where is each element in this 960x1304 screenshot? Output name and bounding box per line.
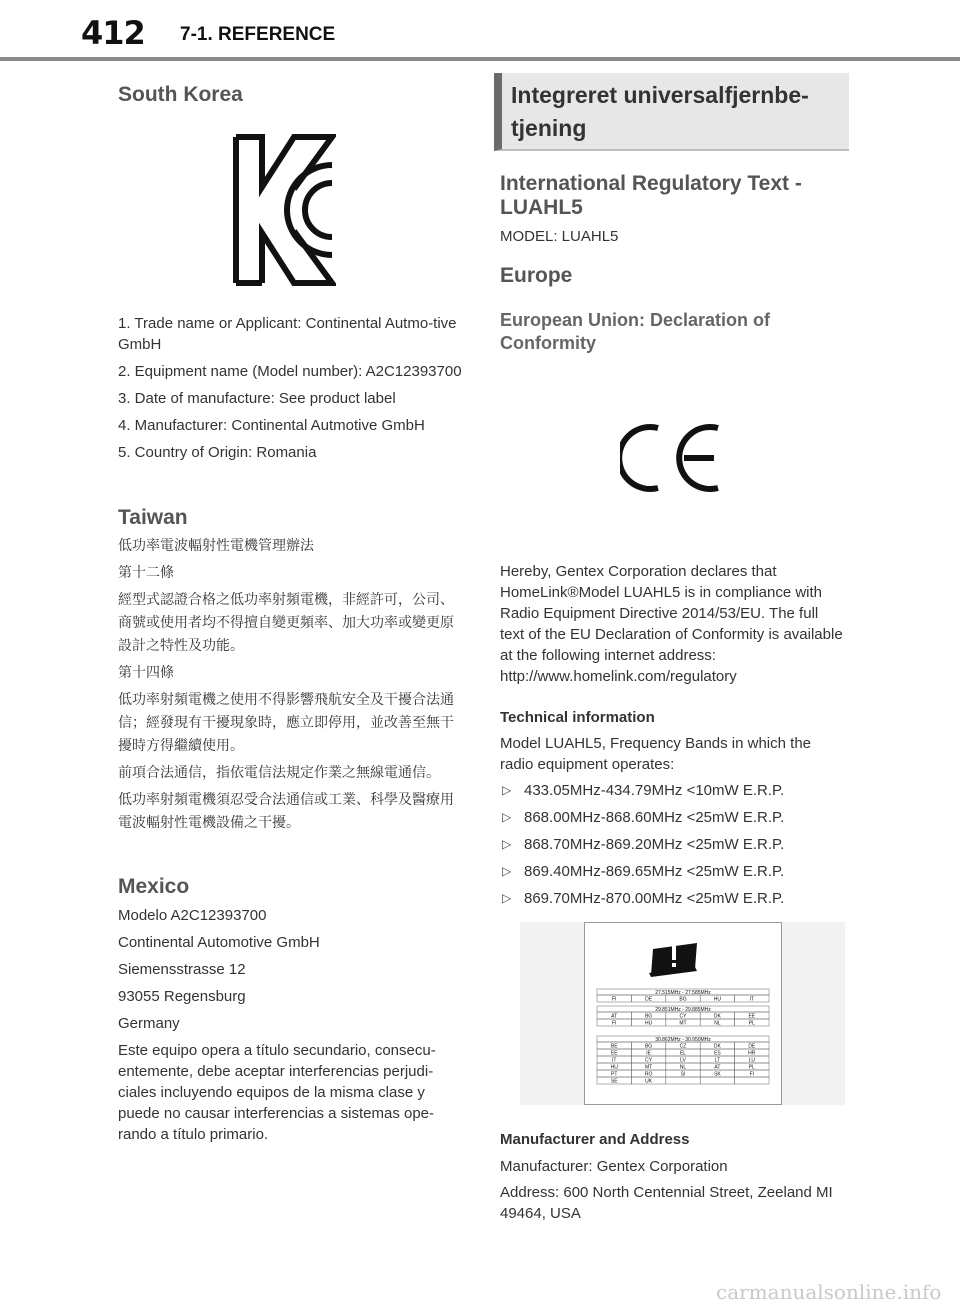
label-country-code: CY [679, 1013, 687, 1020]
bullet-arrow-icon: ▷ [502, 864, 512, 878]
label-country-code: IE [646, 1050, 651, 1057]
label-country-code: FI [611, 1020, 617, 1027]
band-item: ▷ 868.00MHz-868.60MHz <25mW E.R.P. [502, 809, 785, 826]
label-country-code: IT [611, 1057, 617, 1064]
tw-line-4: 第十四條 [118, 665, 174, 681]
south-korea-list [118, 313, 463, 469]
tech-text: Model LUAHL5, Frequency Bands in which the radio equipment operates: [500, 735, 812, 773]
label-band-3: 30.862MHz - 30.950MHz [655, 1037, 711, 1043]
watermark-text: carmanualsonline.info [716, 1280, 942, 1304]
label-country-code: SK [714, 1071, 721, 1078]
tw-line-1: 低功率電波輻射性電機管理辦法 [118, 538, 314, 554]
mx-line-1: Modelo A2C12393700 [118, 907, 267, 924]
band-item: ▷ 433.05MHz-434.79MHz <10mW E.R.P. [502, 782, 785, 799]
label-country-code: AT [611, 1013, 618, 1020]
label-country-code: LT [714, 1057, 721, 1064]
label-band-1: 27.515MHz - 27.585MHz [655, 990, 711, 996]
label-country-code: MT [644, 1064, 653, 1071]
tw-line-2: 第十二條 [118, 565, 174, 581]
bullet-arrow-icon: ▷ [502, 810, 512, 824]
manufacturer-title: Manufacturer and Address [500, 1131, 690, 1148]
regulatory-label-image [520, 922, 845, 1105]
label-country-code: HR [748, 1050, 756, 1057]
label-country-code: FI [611, 996, 617, 1003]
label-country-code: BE [610, 1043, 618, 1050]
label-country-code: AT [714, 1064, 721, 1071]
label-country-code: FI [749, 1071, 755, 1078]
header-rule [0, 57, 960, 61]
label-country-code: CZ [679, 1043, 687, 1050]
label-graphic [585, 923, 781, 1104]
kr-item-2: 2. Equipment name (Model number): A2C12393700 [118, 363, 462, 380]
warning-book-icon [649, 943, 697, 977]
kr-item-3: 3. Date of manufacture: See product label [118, 390, 396, 407]
label-country-code: PL [748, 1020, 755, 1027]
label-country-code: DK [713, 1013, 721, 1020]
tech-title: Technical information [500, 709, 655, 726]
south-korea-title: South Korea [118, 83, 243, 106]
label-cell [735, 1077, 769, 1084]
band-item: ▷ 869.70MHz-870.00MHz <25mW E.R.P. [502, 890, 785, 907]
europe-title: Europe [500, 264, 573, 287]
manufacturer-text: Manufacturer: Gentex Corporation [500, 1158, 728, 1175]
label-country-code: SE [610, 1078, 618, 1085]
page-number: 412 [81, 14, 145, 52]
label-country-code: PT [611, 1071, 618, 1078]
kr-item-4: 4. Manufacturer: Continental Autmotive GmbH [118, 417, 425, 434]
mexico-text [118, 905, 463, 1151]
label-country-code: SI [680, 1071, 686, 1078]
label-country-code: DE [748, 1043, 756, 1050]
mx-line-6: Este equipo opera a título secundario, consecu-entemente, debe aceptar interferencias perjudi-ciales incluyendo equipos de la misma clase y puede no causar interferencias a sistemas ope-rando a título primario. [118, 1042, 436, 1143]
taiwan-title: Taiwan [118, 506, 188, 529]
label-country-code: EE [748, 1013, 756, 1020]
band-item: ▷ 869.40MHz-869.65MHz <25mW E.R.P. [502, 863, 785, 880]
section-box-title [494, 73, 849, 151]
mx-line-5: Germany [118, 1015, 180, 1032]
label-country-code: LV [680, 1057, 686, 1064]
bullet-arrow-icon: ▷ [502, 837, 512, 851]
tw-line-5: 低功率射頻電機之使用不得影響飛航安全及干擾合法通信；經發現有干擾現象時，應立即停用，並改善至無干擾時方得繼續使用。 [118, 692, 454, 754]
label-country-code: BG [644, 1013, 653, 1020]
label-country-code: EE [610, 1050, 618, 1057]
taiwan-text [118, 535, 458, 839]
label-country-code: EL [679, 1050, 687, 1057]
label-cell [700, 1077, 734, 1084]
address-text: Address: 600 North Centennial Street, Zeeland MI 49464, USA [500, 1184, 833, 1222]
label-country-code: PL [748, 1064, 755, 1071]
label-country-code: BG [679, 996, 687, 1003]
tw-line-3: 經型式認證合格之低功率射頻電機，非經許可，公司、商號或使用者均不得擅自變更頻率、加大功率或變更原設計之特性及功能。 [118, 592, 454, 654]
label-country-code: LU [748, 1057, 756, 1064]
regulatory-label [584, 922, 782, 1105]
ce-mark-icon [620, 422, 724, 494]
tw-line-7: 低功率射頻電機須忍受合法通信或工業、科學及醫療用電波輻射性電機設備之干擾。 [118, 792, 454, 831]
eu-title: European Union: Declaration of Conformity [500, 310, 771, 353]
page-header [0, 0, 960, 62]
band-list [500, 780, 845, 915]
label-country-code: NL [679, 1064, 687, 1071]
label-country-code: DK [713, 1043, 721, 1050]
label-country-code: ES [714, 1050, 721, 1057]
label-country-code: NL [714, 1020, 721, 1027]
label-country-code: BG [644, 1043, 653, 1050]
label-country-code: DE [645, 996, 653, 1003]
mx-line-3: Siemensstrasse 12 [118, 961, 246, 978]
label-cell [666, 1077, 700, 1084]
intl-title: International Regulatory Text - LUAHL5 [500, 172, 802, 219]
label-country-code: CY [645, 1057, 653, 1064]
tw-line-6: 前項合法通信，指依電信法規定作業之無線電通信。 [118, 765, 440, 781]
box-title-text: Integreret universalfjernbe-tjening [511, 82, 809, 141]
mx-line-2: Continental Automotive GmbH [118, 934, 320, 951]
bullet-arrow-icon: ▷ [502, 783, 512, 797]
kr-item-5: 5. Country of Origin: Romania [118, 444, 317, 461]
bullet-arrow-icon: ▷ [502, 891, 512, 905]
declaration-text: Hereby, Gentex Corporation declares that HomeLink®Model LUAHL5 is in compliance with Radio Equipment Directive 2014/53/EU. The full text of the EU Declaration of Conformity is available at the following internet address: http://www.homelink.com/regulatory [500, 563, 843, 685]
label-country-code: HU [713, 996, 722, 1003]
label-country-code: MT [679, 1020, 687, 1027]
kc-mark-icon [232, 133, 336, 287]
label-country-code: UK [645, 1078, 653, 1085]
kr-item-1: 1. Trade name or Applicant: Continental Autmo-tive GmbH [118, 315, 457, 353]
model-text: MODEL: LUAHL5 [500, 228, 619, 245]
label-band-2: 29.851MHz - 29.885MHz [655, 1007, 711, 1013]
label-country-code: HU [644, 1020, 653, 1027]
label-country-code: RO [644, 1071, 653, 1078]
mexico-title: Mexico [118, 875, 190, 898]
band-item: ▷ 868.70MHz-869.20MHz <25mW E.R.P. [502, 836, 785, 853]
label-country-code: IT [749, 996, 755, 1003]
mx-line-4: 93055 Regensburg [118, 988, 246, 1005]
label-country-code: HU [610, 1064, 618, 1071]
chapter-title: 7-1. REFERENCE [180, 24, 336, 45]
